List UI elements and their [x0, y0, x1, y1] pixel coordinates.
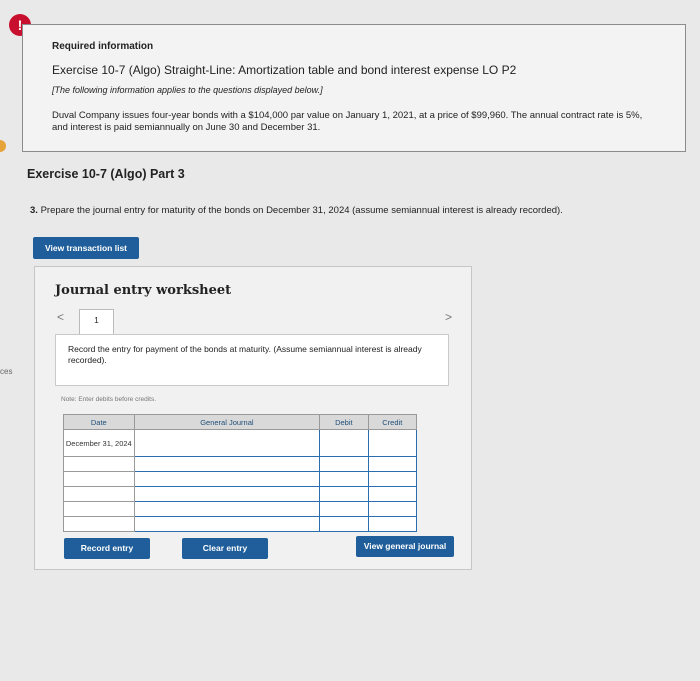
credit-input[interactable]	[368, 517, 416, 532]
account-input[interactable]	[134, 430, 320, 457]
alert-icon: !	[9, 14, 31, 36]
general-journal-header: General Journal	[134, 415, 320, 430]
date-cell	[64, 472, 135, 487]
view-general-journal-button[interactable]: View general journal	[356, 536, 454, 557]
info-subtitle: [The following information applies to the questions displayed below.]	[52, 85, 323, 95]
info-heading: Required information	[52, 41, 154, 52]
debit-input[interactable]	[320, 517, 368, 532]
required-information-box	[22, 24, 686, 152]
journal-row	[64, 502, 417, 517]
previous-arrow-icon[interactable]: <	[57, 310, 65, 324]
question-number: 3.	[30, 205, 38, 216]
date-cell	[64, 487, 135, 502]
date-cell: December 31, 2024	[64, 430, 135, 457]
date-cell	[64, 457, 135, 472]
record-entry-button[interactable]: Record entry	[64, 538, 150, 559]
journal-row	[64, 487, 417, 502]
journal-entry-worksheet	[34, 266, 472, 570]
journal-row	[64, 517, 417, 532]
debit-input[interactable]	[320, 472, 368, 487]
worksheet-instruction: Record the entry for payment of the bonds at maturity. (Assume semiannual interest is already recorded).	[55, 334, 449, 386]
worksheet-note: Note: Enter debits before credits.	[61, 396, 157, 403]
question-text	[30, 205, 563, 216]
info-body: Duval Company issues four-year bonds with a $104,000 par value on January 1, 2021, at a price of $99,960. The annual contract rate is 5%, and interest is paid semiannually on June 30 and December 31.	[52, 110, 643, 133]
debit-input[interactable]	[320, 457, 368, 472]
next-arrow-icon[interactable]: >	[445, 310, 453, 324]
view-transaction-list-button[interactable]: View transaction list	[33, 237, 139, 259]
account-input[interactable]	[134, 517, 320, 532]
date-cell	[64, 502, 135, 517]
clear-entry-button[interactable]: Clear entry	[182, 538, 268, 559]
part-title: Exercise 10-7 (Algo) Part 3	[27, 167, 185, 181]
journal-row	[64, 457, 417, 472]
debit-input[interactable]	[320, 430, 368, 457]
account-input[interactable]	[134, 487, 320, 502]
journal-row	[64, 430, 417, 457]
debit-header: Debit	[320, 415, 368, 430]
worksheet-title: Journal entry worksheet	[55, 283, 232, 298]
account-input[interactable]	[134, 457, 320, 472]
credit-input[interactable]	[368, 502, 416, 517]
edge-indicator	[0, 140, 6, 152]
debit-input[interactable]	[320, 502, 368, 517]
exercise-title: Exercise 10-7 (Algo) Straight-Line: Amortization table and bond interest expense LO P2	[52, 63, 517, 77]
edge-label: ces	[0, 367, 13, 376]
debit-input[interactable]	[320, 487, 368, 502]
credit-input[interactable]	[368, 472, 416, 487]
date-cell	[64, 517, 135, 532]
worksheet-tab-1[interactable]: 1	[79, 309, 114, 336]
credit-input[interactable]	[368, 457, 416, 472]
credit-input[interactable]	[368, 430, 416, 457]
account-input[interactable]	[134, 502, 320, 517]
journal-table	[63, 414, 417, 532]
account-input[interactable]	[134, 472, 320, 487]
journal-header-row	[64, 415, 417, 430]
journal-row	[64, 472, 417, 487]
credit-header: Credit	[368, 415, 416, 430]
credit-input[interactable]	[368, 487, 416, 502]
question-body: Prepare the journal entry for maturity of the bonds on December 31, 2024 (assume semiannual interest is already recorded).	[40, 205, 563, 216]
date-header: Date	[64, 415, 135, 430]
